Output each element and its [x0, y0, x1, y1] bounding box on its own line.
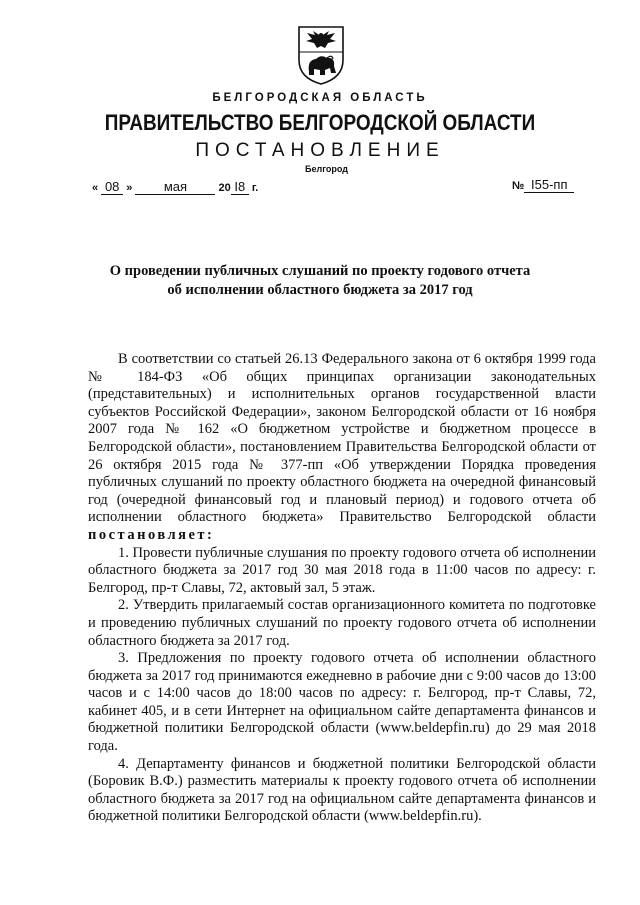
item-paragraph-1: 1. Провести публичные слушания по проекту годового отчета об исполнении областного бюджета за 2017 год 30 мая 2018 года в 11:00 часов по адресу: г. Белгород, пр-т Славы, 72, актовый зал, 5 этаж.	[88, 544, 596, 596]
date-quote-close: »	[126, 182, 133, 194]
decree-word: постановляет:	[88, 526, 215, 543]
government-name: ПРАВИТЕЛЬСТВО БЕЛГОРОДСКОЙ ОБЛАСТИ	[104, 110, 536, 135]
city-name: Белгород	[305, 164, 348, 174]
date-year-end: г.	[251, 182, 259, 194]
date-year-suffix: I8	[231, 180, 249, 195]
coat-of-arms-icon	[296, 24, 346, 86]
document-date	[92, 180, 258, 195]
document-title	[60, 262, 580, 300]
date-day: 08	[101, 180, 123, 195]
preamble-paragraph	[88, 351, 596, 545]
document-number	[512, 178, 574, 193]
date-month: мая	[135, 180, 215, 195]
title-line-2: об исполнении областного бюджета за 2017 год	[167, 282, 473, 298]
date-quote-open: «	[92, 182, 99, 194]
document-type: ПОСТАНОВЛЕНИЕ	[195, 140, 445, 161]
region-name: БЕЛГОРОДСКАЯ ОБЛАСТЬ	[212, 92, 428, 104]
item-paragraph-3: 3. Предложения по проекту годового отчета об исполнении областного бюджета за 2017 год принимаются ежедневно в рабочие дни с 9:00 часов до 13:00 часов и с 14:00 часов до 18:00 часов по адресу: г. Белгород, пр-т Славы, 72, кабинет 405, и в сети Интернет на официальном сайте департамента финансов и бюджетной политики Белгородской области (www.beldepfin.ru) до 29 мая 2018 года.	[88, 650, 596, 755]
number-value: I55-пп	[524, 178, 574, 193]
date-year-prefix: 20	[218, 182, 231, 194]
document-body	[88, 351, 596, 826]
item-paragraph-2: 2. Утвердить прилагаемый состав организационного комитета по подготовке и проведению публичных слушаний по проекту годового отчета об исполнении областного бюджета за 2017 год.	[88, 597, 596, 649]
number-prefix: №	[512, 180, 525, 192]
preamble-text: В соответствии со статьей 26.13 Федерального закона от 6 октября 1999 года № 184-ФЗ «Об общих принципах организации законодательных (представительных) и исполнительных органов государственной власти субъектов Российской Федерации», законом Белгородской области от 16 ноября 2007 года № 162 «О бюджетном устройстве и бюджетном процессе в Белгородской области», постановлением Правительства Белгородской области от 26 октября 2015 года № 377-пп «Об утверждении Порядка проведения публичных слушаний по проекту областного бюджета на очередной финансовый год (очередной финансовый год и плановый период) и годового отчета об исполнении областного бюджета» Правительство Белгородской области	[88, 351, 596, 526]
title-line-1: О проведении публичных слушаний по проекту годового отчета	[109, 263, 531, 279]
item-paragraph-4: 4. Департаменту финансов и бюджетной политики Белгородской области (Боровик В.Ф.) разместить материалы к проекту годового отчета об исполнении областного бюджета за 2017 год на официальном сайте департамента финансов и бюджетной политики Белгородской области (www.beldepfin.ru).	[88, 755, 596, 825]
